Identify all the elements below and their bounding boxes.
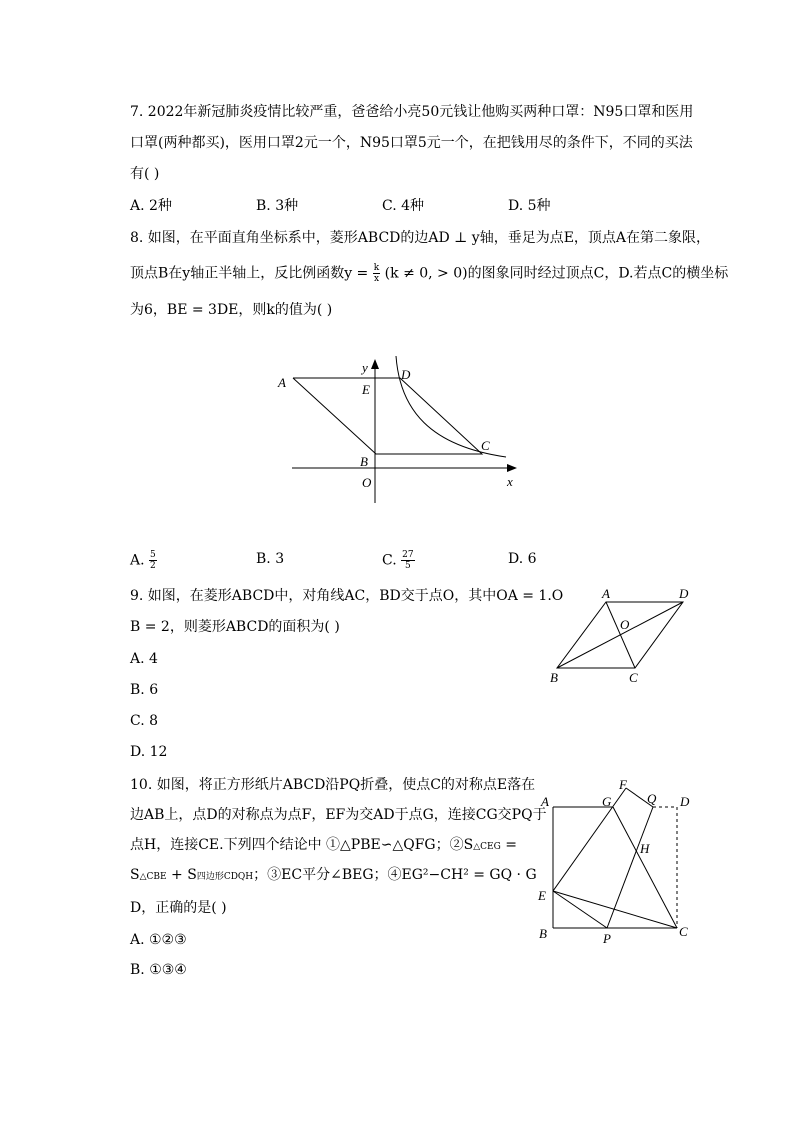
label-c: C <box>481 438 490 453</box>
q7-stem-line3: 有( ) <box>130 166 160 182</box>
q10-stem-line4-s: S <box>130 867 140 883</box>
q7-option-b: B. 3种 <box>256 198 299 214</box>
q10-option-a: A. ①②③ <box>130 932 187 948</box>
q9-option-a: A. 4 <box>130 651 158 667</box>
q7-option-a: A. 2种 <box>130 198 172 214</box>
label-c: C <box>629 670 638 685</box>
label-d: D <box>679 586 689 601</box>
segment-ec <box>553 891 677 928</box>
label-d: D <box>401 367 411 382</box>
label-x: x <box>507 474 513 489</box>
label-a: A <box>278 375 286 390</box>
fraction-denominator: 2 <box>150 561 156 571</box>
q9-stem-line2: B = 2，则菱形ABCD的面积为( ) <box>130 619 340 635</box>
fraction-denominator: x <box>373 274 380 284</box>
label-b: B <box>360 454 368 469</box>
q10-stem-line5: D，正确的是( ) <box>130 900 227 916</box>
q10-option-b: B. ①③④ <box>130 962 187 978</box>
q7-option-d: D. 5种 <box>508 198 551 214</box>
label-o: O <box>620 617 630 632</box>
q8-option-a-prefix: A. <box>130 552 145 569</box>
q8-stem-line1: 8. 如图，在平面直角坐标系中，菱形ABCD的边AD ⊥ y轴，垂足为点E，顶点A在第二象限， <box>130 230 711 246</box>
q10-area-subscript: △CBE <box>139 872 167 882</box>
label-p: P <box>603 931 611 946</box>
label-q: Q <box>647 791 657 806</box>
q8-stem-line2-end: (k ≠ 0, > 0)的图象同时经过顶点C，D.若点C的横坐标 <box>384 265 729 282</box>
fraction-numerator: 5 <box>150 550 156 560</box>
q10-stem-line1: 10. 如图，将正方形纸片ABCD沿PQ折叠，使点C的对称点E落在 <box>130 777 536 793</box>
segment-ep <box>553 891 607 928</box>
q9-stem-line1: 9. 如图，在菱形ABCD中，对角线AC，BD交于点O，其中OA = 1.O <box>130 588 564 604</box>
label-g: G <box>602 794 612 809</box>
q8-option-d: D. 6 <box>508 551 537 567</box>
label-e: E <box>362 382 370 397</box>
q7-stem-line2: 口罩(两种都买)，医用口罩2元一个，N95口罩5元一个，在把钱用尽的条件下，不同的买法 <box>130 135 693 151</box>
q10-area-subscript: 四边形CDQH <box>196 872 254 882</box>
label-o: O <box>362 475 372 490</box>
label-a: A <box>541 794 549 809</box>
q10-stem-line3-text: 点H，连接CE.下列四个结论中 ①△PBE∽△QFG；②S <box>130 837 474 853</box>
q10-stem-line4-rest: ；③EC平分∠BEG；④EG²−CH² = GQ · G <box>253 867 537 883</box>
fraction-numerator: k <box>373 263 380 273</box>
q9-option-c: C. 8 <box>130 713 159 729</box>
label-e: E <box>538 888 546 903</box>
q7-option-c: C. 4种 <box>382 198 425 214</box>
fraction-denominator: 5 <box>404 561 411 571</box>
q10-stem-line2: 边AB上，点D的对称点为点F，EF为交AD于点G，连接CG交PQ于 <box>130 807 547 823</box>
segment-ef <box>553 788 626 891</box>
q8-option-c-prefix: C. <box>382 552 397 569</box>
label-y: y <box>362 360 368 375</box>
q10-stem-line4-plus: + S <box>166 867 197 883</box>
q7-stem-line1: 7. 2022年新冠肺炎疫情比较严重，爸爸给小亮50元钱让他购买两种口罩：N95口罩和医用 <box>130 104 694 120</box>
fraction-numerator: 27 <box>402 550 414 560</box>
label-f: F <box>619 777 627 792</box>
q8-option-b: B. 3 <box>256 551 285 567</box>
q9-option-d: D. 12 <box>130 744 168 760</box>
label-a: A <box>602 586 610 601</box>
label-h: H <box>640 841 650 856</box>
label-b: B <box>539 926 547 941</box>
q9-option-b: B. 6 <box>130 682 159 698</box>
label-d: D <box>680 794 690 809</box>
q10-area-subscript: △CEG <box>473 842 501 852</box>
q8-stem-line3: 为6，BE = 3DE，则k的值为( ) <box>130 302 333 318</box>
label-c: C <box>679 924 688 939</box>
segment-pq <box>607 807 653 928</box>
q10-stem-line3-end: = <box>500 837 517 853</box>
q8-stem-line2-start: 顶点B在y轴正半轴上，反比例函数y = <box>130 265 369 282</box>
segment-gc <box>613 807 677 928</box>
label-b: B <box>550 670 558 685</box>
